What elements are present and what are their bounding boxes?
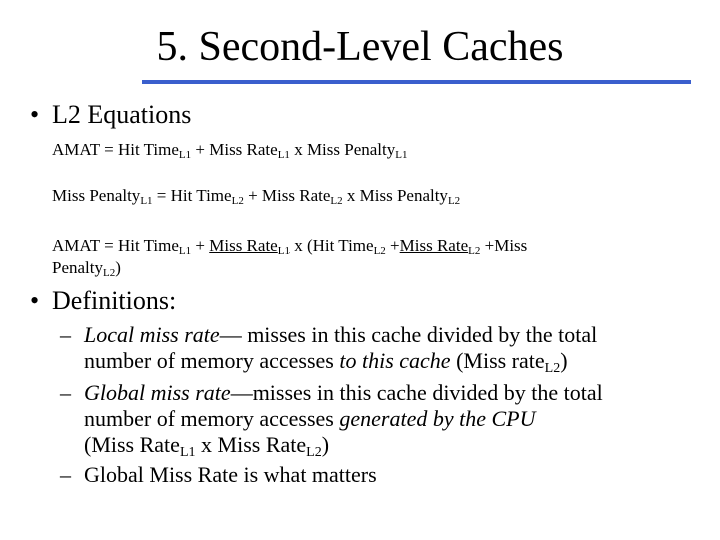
def-sub: L1 [179, 445, 196, 460]
eq-text: + [385, 236, 400, 255]
bullet-definitions [30, 286, 176, 316]
dash-marker: – [60, 322, 71, 347]
def-text: Global Miss Rate is what matters [84, 462, 377, 487]
equation-amat [52, 140, 407, 160]
title-underline [142, 80, 691, 84]
eq-underlined [209, 236, 290, 255]
eq-text: AMAT = Hit Time [52, 236, 179, 255]
equation-amat-expanded-cont [52, 258, 121, 278]
def-term: Local miss rate [84, 322, 220, 347]
eq-text: = Hit Time [152, 186, 232, 205]
def-text: number of memory accesses [84, 406, 340, 431]
def-text: ) [321, 432, 330, 457]
eq-text: ) [115, 258, 121, 277]
eq-text: AMAT = Hit Time [52, 140, 179, 159]
def-text: (Miss rate [450, 348, 545, 373]
bullet-text: Definitions: [52, 286, 177, 315]
def-text: number of memory accesses [84, 348, 340, 373]
def-text: ) [560, 348, 568, 373]
definition-global-matters [60, 462, 377, 488]
eq-text: x Miss Penalty [342, 186, 448, 205]
eq-text: + [191, 236, 210, 255]
bullet-marker: • [30, 286, 40, 315]
eq-text: + Miss Rate [191, 140, 278, 159]
slide-title: 5. Second-Level Caches [156, 24, 564, 70]
eq-underlined [400, 236, 481, 255]
dash-marker: – [60, 462, 71, 487]
bullet-text: L2 Equations [52, 100, 192, 129]
eq-text: x Miss Penalty [289, 140, 396, 159]
eq-sub: L2 [231, 195, 244, 207]
def-emphasis: to this cache [339, 348, 451, 373]
definition-global-miss-rate [60, 380, 603, 406]
def-emphasis: generated by the CPU [339, 406, 536, 431]
eq-text: Miss Rate [209, 236, 278, 255]
def-text: (Miss Rate [84, 432, 180, 457]
def-sub: L2 [306, 445, 322, 460]
eq-text: +Miss [480, 236, 528, 255]
eq-sub: L1 [277, 149, 290, 161]
eq-sub: L1 [395, 149, 408, 161]
eq-text: Miss Rate [399, 236, 469, 255]
def-text: —misses in this cache divided by the total [230, 380, 603, 405]
eq-sub: L1 [178, 149, 192, 161]
def-sub: L2 [544, 361, 561, 376]
def-text: x Miss Rate [195, 432, 307, 457]
def-text: — misses in this cache divided by the total [219, 322, 598, 347]
definition-global-miss-rate-cont [84, 406, 535, 432]
eq-sub: L1 [277, 245, 290, 257]
dash-marker: – [60, 380, 71, 405]
eq-text: x (Hit Time [289, 236, 374, 255]
eq-text: Penalty [52, 258, 103, 277]
bullet-l2-equations [30, 100, 191, 130]
eq-sub: L1 [140, 195, 153, 207]
eq-sub: L2 [447, 195, 461, 207]
eq-sub: L2 [103, 267, 116, 279]
eq-text: + Miss Rate [243, 186, 331, 205]
definition-global-miss-rate-formula [84, 432, 329, 458]
bullet-marker: • [30, 100, 40, 129]
eq-sub: L2 [330, 195, 343, 207]
equation-miss-penalty [52, 186, 460, 206]
definition-local-miss-rate [60, 322, 597, 348]
eq-sub: L1 [178, 245, 192, 257]
equation-amat-expanded [52, 236, 527, 256]
def-term: Global miss rate [84, 380, 231, 405]
definition-local-miss-rate-cont [84, 348, 568, 374]
eq-sub: L2 [373, 245, 386, 257]
eq-sub: L2 [468, 245, 481, 257]
eq-text: Miss Penalty [52, 186, 141, 205]
